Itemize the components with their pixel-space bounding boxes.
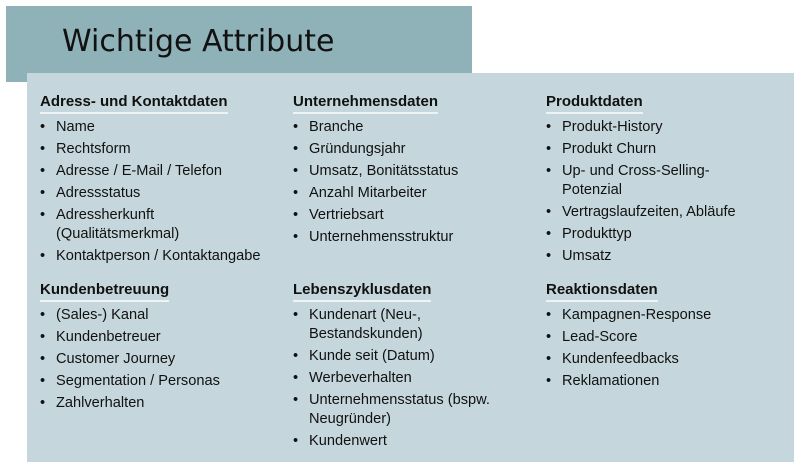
section-kundenbetreuung xyxy=(40,281,290,416)
section-unternehmensdaten xyxy=(293,93,533,250)
section-produktdaten xyxy=(546,93,786,269)
section-heading: Produktdaten xyxy=(546,93,643,114)
attribute-list xyxy=(293,118,533,247)
slide-title: Wichtige Attribute xyxy=(62,24,335,59)
list-item: • Anzahl Mitarbeiter xyxy=(293,184,533,203)
list-item: • Unternehmensstatus (bspw. Neugründer) xyxy=(293,391,514,429)
list-item: • Up- und Cross-Selling-Potenzial xyxy=(546,162,737,200)
list-item: • Kontaktperson / Kontaktangabe xyxy=(40,247,290,266)
list-item: • Name xyxy=(40,118,290,137)
section-heading: Kundenbetreuung xyxy=(40,281,169,302)
list-item: • Segmentation / Personas xyxy=(40,372,290,391)
list-item: • Vertragslaufzeiten, Abläufe xyxy=(546,203,786,222)
list-item: • Adressherkunft (Qualitätsmerkmal) xyxy=(40,206,201,244)
section-heading: Adress- und Kontaktdaten xyxy=(40,93,228,114)
list-item: • (Sales-) Kanal xyxy=(40,306,290,325)
section-adress-kontaktdaten xyxy=(40,93,290,269)
list-item: • Umsatz xyxy=(546,247,786,266)
section-reaktionsdaten xyxy=(546,281,786,394)
list-item: • Adresse / E-Mail / Telefon xyxy=(40,162,290,181)
list-item: • Kundenart (Neu-, Bestandskunden) xyxy=(293,306,459,344)
list-item: • Produkt Churn xyxy=(546,140,786,159)
list-item: • Vertriebsart xyxy=(293,206,533,225)
list-item: • Umsatz, Bonitätsstatus xyxy=(293,162,533,181)
attribute-list xyxy=(40,306,290,413)
list-item: • Produkt-History xyxy=(546,118,786,137)
title-banner xyxy=(6,6,472,82)
list-item: • Werbeverhalten xyxy=(293,369,538,388)
list-item: • Customer Journey xyxy=(40,350,290,369)
list-item: • Kunde seit (Datum) xyxy=(293,347,538,366)
section-heading: Lebenszyklusdaten xyxy=(293,281,431,302)
section-heading: Unternehmensdaten xyxy=(293,93,438,114)
section-lebenszyklusdaten xyxy=(293,281,538,454)
list-item: • Lead-Score xyxy=(546,328,786,347)
attribute-list xyxy=(546,306,786,391)
list-item: • Unternehmensstruktur xyxy=(293,228,533,247)
list-item: • Kundenfeedbacks xyxy=(546,350,786,369)
list-item: • Zahlverhalten xyxy=(40,394,290,413)
section-heading: Reaktionsdaten xyxy=(546,281,658,302)
list-item: • Kundenwert xyxy=(293,432,538,451)
list-item: • Branche xyxy=(293,118,533,137)
list-item: • Rechtsform xyxy=(40,140,290,159)
attribute-list xyxy=(293,306,538,451)
list-item: • Kampagnen-Response xyxy=(546,306,786,325)
list-item: • Adressstatus xyxy=(40,184,290,203)
attribute-list xyxy=(40,118,290,266)
attribute-list xyxy=(546,118,786,266)
list-item: • Gründungsjahr xyxy=(293,140,533,159)
list-item: • Kundenbetreuer xyxy=(40,328,290,347)
content-panel xyxy=(27,73,794,462)
list-item: • Produkttyp xyxy=(546,225,786,244)
list-item: • Reklamationen xyxy=(546,372,786,391)
